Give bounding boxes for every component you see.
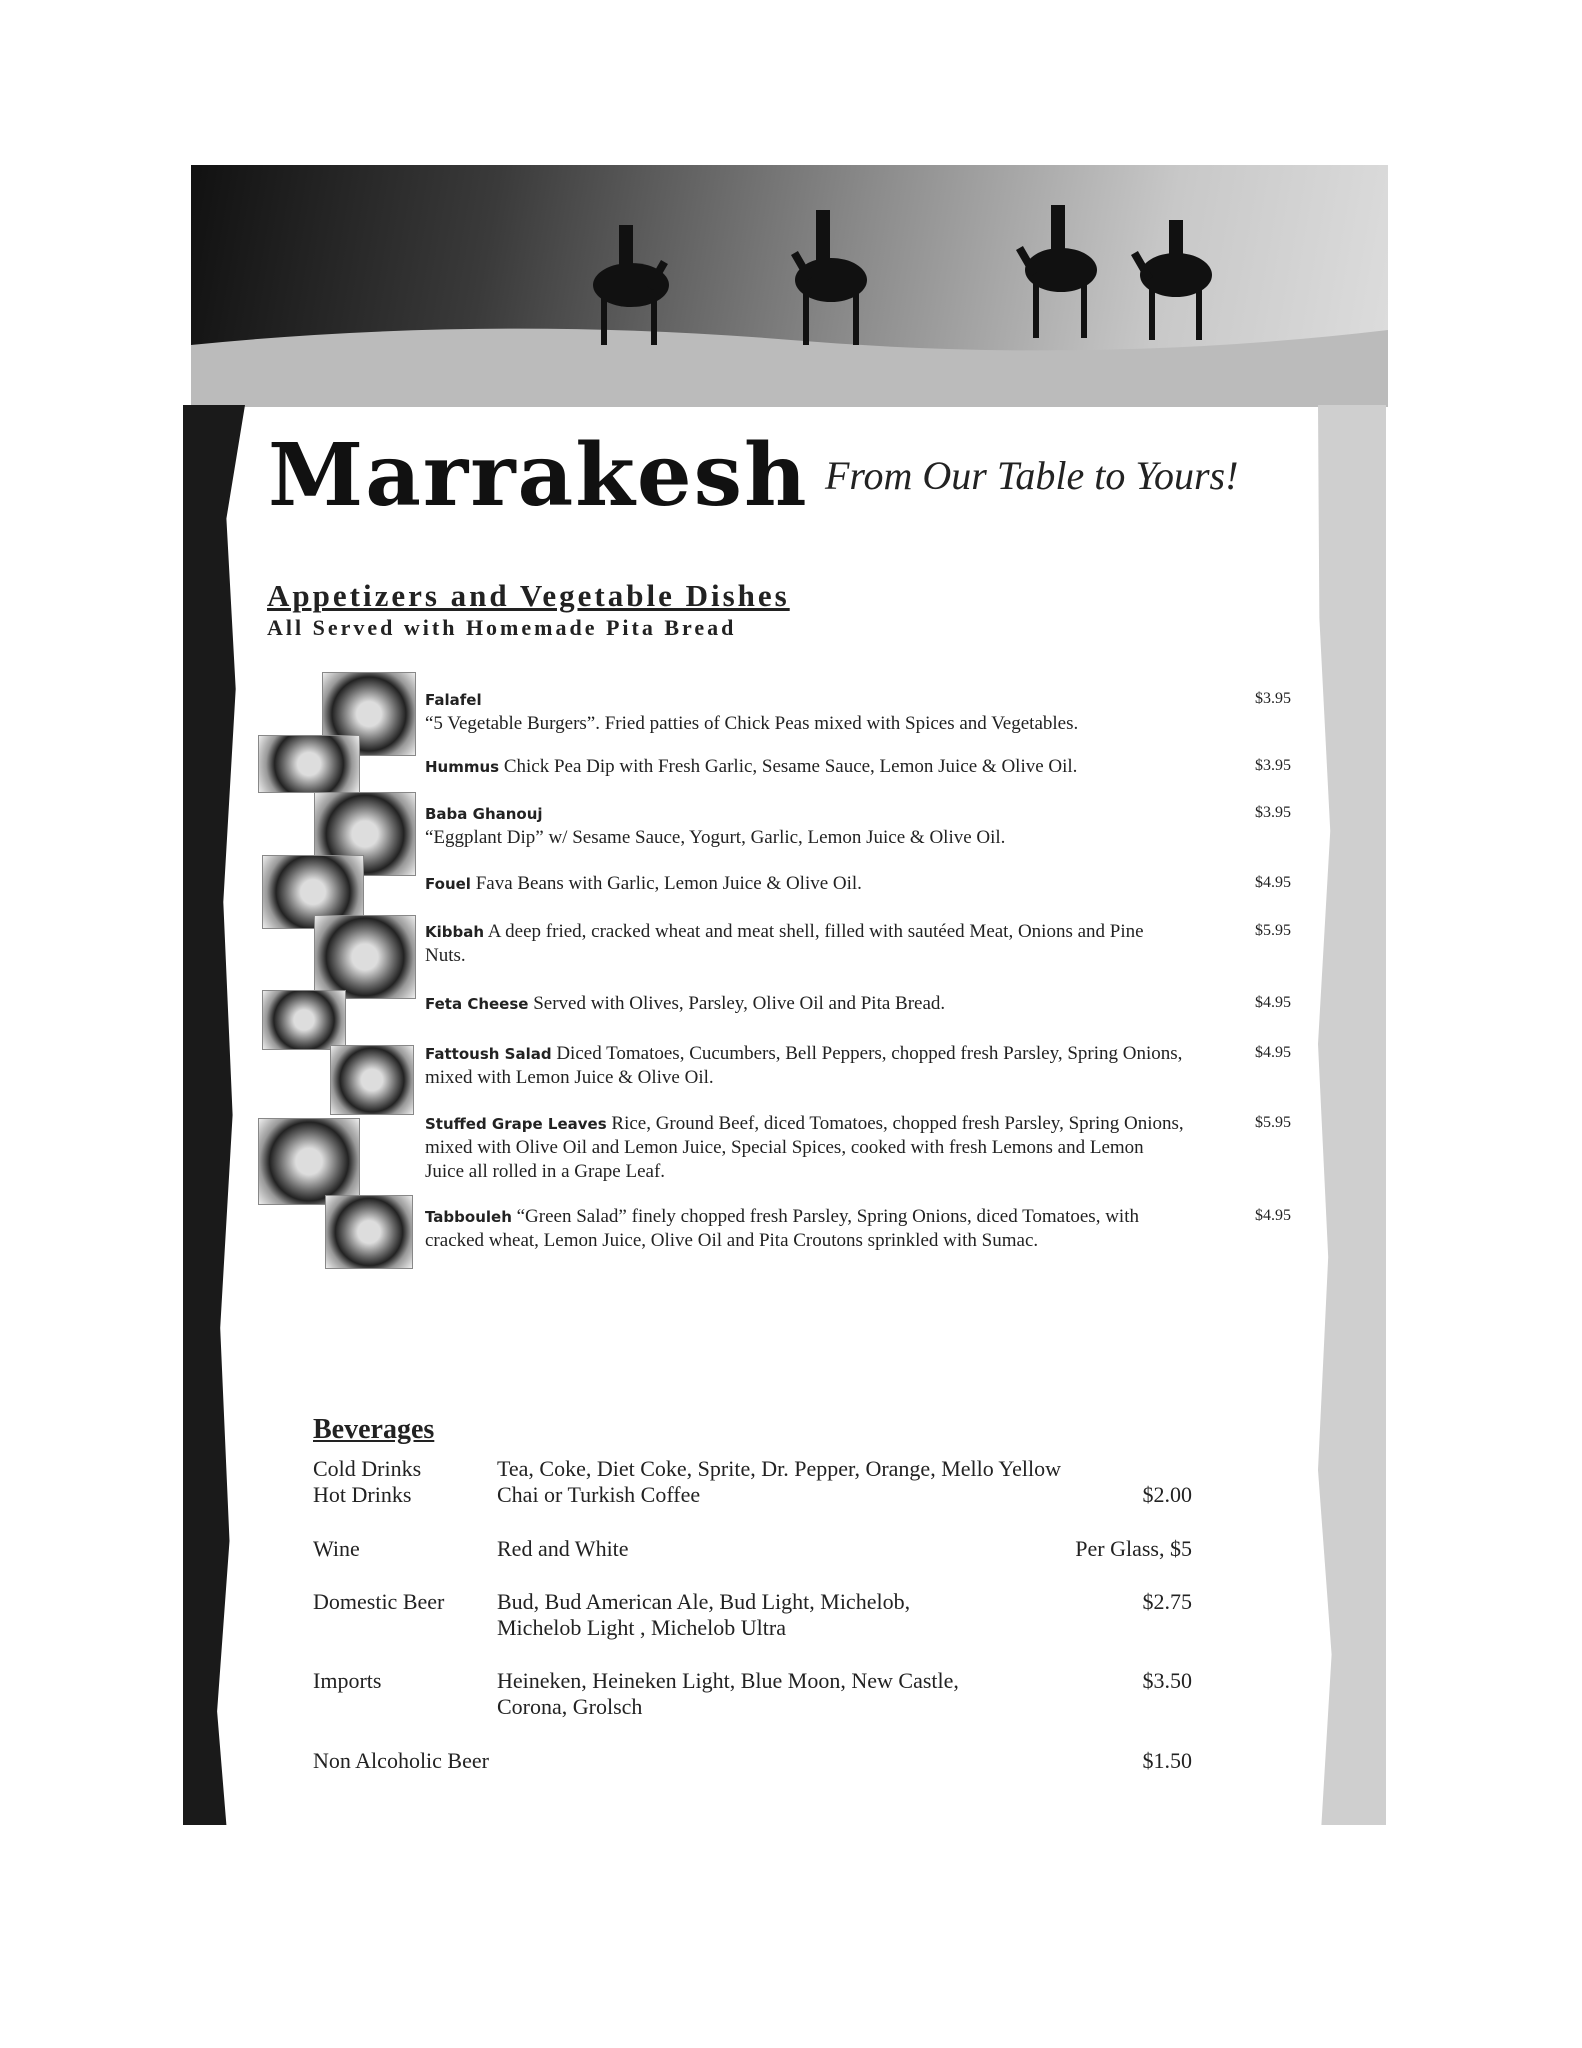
tagline: From Our Table to Yours! — [825, 453, 1239, 498]
menu-item — [425, 1042, 1185, 1090]
food-photo — [330, 1045, 414, 1115]
food-photo — [325, 1195, 413, 1269]
beverage-price: $2.75 — [1142, 1589, 1192, 1614]
beverage-list: Michelob Light , Michelob Ultra — [497, 1615, 786, 1640]
item-name: Tabbouleh — [425, 1208, 512, 1226]
item-price: $5.95 — [1255, 922, 1291, 939]
beverages-title: Beverages — [313, 1414, 435, 1445]
beverage-list: Heineken, Heineken Light, Blue Moon, New Castle, — [497, 1668, 959, 1693]
beverage-category: Non Alcoholic Beer — [313, 1748, 489, 1773]
desert-banner-image — [191, 165, 1388, 407]
menu-item — [425, 872, 1185, 896]
beverage-list: Bud, Bud American Ale, Bud Light, Michelob, — [497, 1589, 911, 1614]
item-price: $4.95 — [1255, 1044, 1291, 1061]
food-photo — [314, 915, 416, 999]
food-photo — [258, 1118, 360, 1205]
menu-item — [425, 802, 1185, 850]
item-price: $3.95 — [1255, 690, 1291, 707]
item-description: Diced Tomatoes, Cucumbers, Bell Peppers, chopped fresh Parsley, Spring Onions, mixed with Lemon Juice & Olive Oil. — [425, 1043, 1183, 1088]
item-price: $4.95 — [1255, 994, 1291, 1011]
menu-item — [425, 1205, 1185, 1253]
beverage-price: Per Glass, $5 — [1075, 1536, 1192, 1561]
section-title: Appetizers and Vegetable Dishes — [267, 578, 790, 613]
item-description: Fava Beans with Garlic, Lemon Juice & Olive Oil. — [475, 873, 862, 894]
beverage-price: $1.50 — [1142, 1748, 1192, 1773]
item-price: $3.95 — [1255, 757, 1291, 774]
item-price: $4.95 — [1255, 1207, 1291, 1224]
item-price: $5.95 — [1255, 1114, 1291, 1131]
item-price: $4.95 — [1255, 874, 1291, 891]
item-description: Chick Pea Dip with Fresh Garlic, Sesame Sauce, Lemon Juice & Olive Oil. — [503, 756, 1078, 777]
beverage-category: Cold Drinks — [313, 1456, 422, 1481]
item-description: “Green Salad” finely chopped fresh Parsley, Spring Onions, diced Tomatoes, with cracked wheat, Lemon Juice, Olive Oil and Pita Croutons sprinkled with Sumac. — [425, 1206, 1139, 1251]
item-name: Kibbah — [425, 923, 485, 941]
left-decorative-border — [183, 405, 245, 1825]
right-decorative-border — [1318, 405, 1386, 1825]
item-name: Stuffed Grape Leaves — [425, 1115, 607, 1133]
menu-item — [425, 1112, 1185, 1184]
beverage-list: Red and White — [497, 1536, 629, 1561]
food-photo — [258, 735, 360, 793]
beverage-category: Imports — [313, 1668, 382, 1693]
item-description: Served with Olives, Parsley, Olive Oil and Pita Bread. — [533, 993, 946, 1014]
item-name: Hummus — [425, 758, 500, 776]
item-name: Falafel — [425, 691, 482, 709]
menu-item — [425, 755, 1185, 779]
beverage-category: Domestic Beer — [313, 1589, 445, 1614]
item-price: $3.95 — [1255, 804, 1291, 821]
beverage-category: Hot Drinks — [313, 1482, 412, 1507]
camel-caravan-icon — [191, 165, 1388, 407]
item-name: Fattoush Salad — [425, 1045, 552, 1063]
beverage-category: Wine — [313, 1536, 360, 1561]
item-name: Feta Cheese — [425, 995, 529, 1013]
beverage-price: $3.50 — [1142, 1668, 1192, 1693]
item-description: “5 Vegetable Burgers”. Fried patties of Chick Peas mixed with Spices and Vegetables. — [425, 713, 1079, 734]
item-description: A deep fried, cracked wheat and meat shell, filled with sautéed Meat, Onions and Pine Nuts. — [425, 921, 1144, 966]
restaurant-logo: Marrakesh — [268, 425, 809, 526]
food-photo — [262, 990, 346, 1050]
beverage-list: Corona, Grolsch — [497, 1694, 643, 1719]
beverage-price: $2.00 — [1142, 1482, 1192, 1507]
item-description: “Eggplant Dip” w/ Sesame Sauce, Yogurt, Garlic, Lemon Juice & Olive Oil. — [425, 827, 1006, 848]
item-name: Fouel — [425, 875, 471, 893]
menu-item — [425, 992, 1185, 1016]
beverage-list: Chai or Turkish Coffee — [497, 1482, 701, 1507]
menu-item — [425, 920, 1185, 968]
item-name: Baba Ghanouj — [425, 805, 543, 823]
section-subtitle: All Served with Homemade Pita Bread — [267, 615, 737, 640]
menu-item — [425, 688, 1185, 736]
item-description: Rice, Ground Beef, diced Tomatoes, chopped fresh Parsley, Spring Onions, mixed with Olive Oil and Lemon Juice, Special Spices, cooked with fresh Lemons and Lemon Juice all rolled in a Grape Leaf. — [425, 1113, 1184, 1182]
beverage-list: Tea, Coke, Diet Coke, Sprite, Dr. Pepper, Orange, Mello Yellow — [497, 1456, 1061, 1481]
